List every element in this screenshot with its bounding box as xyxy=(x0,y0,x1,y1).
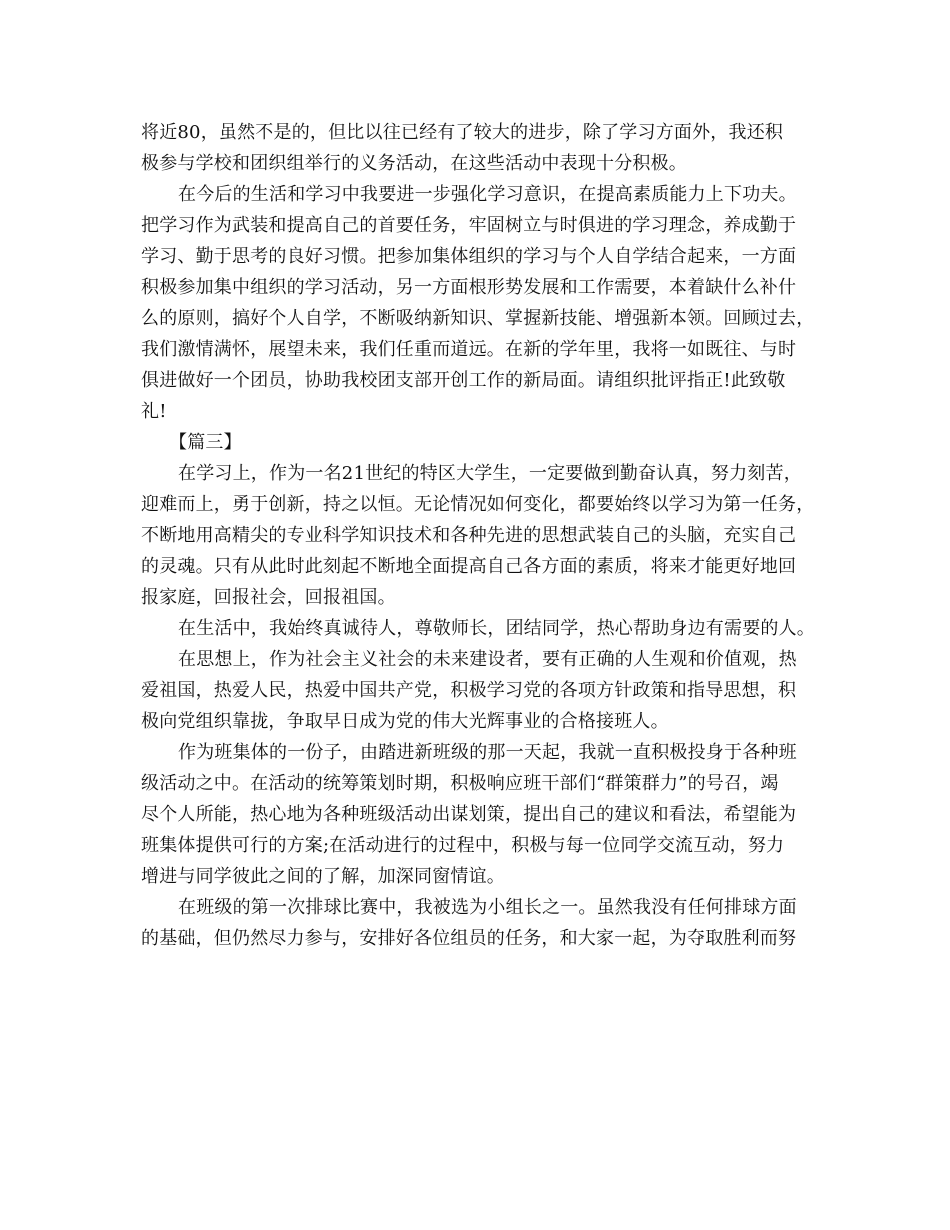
text-line: 的基础，但仍然尽力参与，安排好各位组员的任务，和大家一起，为夺取胜利而努 xyxy=(141,928,797,949)
text-line: 在班级的第一次排球比赛中，我被选为小组长之一。虽然我没有任何排球方面 xyxy=(178,897,797,918)
text-line: 级活动之中。在活动的统筹策划时期，积极响应班干部们“群策群力”的号召，竭 xyxy=(141,773,779,794)
text-line: 报家庭，回报社会，回报祖国。 xyxy=(141,587,396,608)
text-line: 积极参加集中组织的学习活动，另一方面根形势发展和工作需要，本着缺什么补什 xyxy=(141,277,797,298)
text-line: 尽个人所能，热心地为各种班级活动出谋划策，提出自己的建议和看法，希望能为 xyxy=(141,804,797,825)
text-line: 极向党组织靠拢，争取早日成为党的伟大光辉事业的合格接班人。 xyxy=(141,711,669,732)
text-line: 爱祖国，热爱人民，热爱中国共产党，积极学习党的各项方针政策和指导思想，积 xyxy=(141,680,797,701)
text-line: 的灵魂。只有从此时此刻起不断地全面提高自己各方面的素质，将来才能更好地回 xyxy=(141,556,797,577)
text-line: 学习、勤于思考的良好习惯。把参加集体组织的学习与个人自学结合起来，一方面 xyxy=(141,246,797,267)
text-line: 在学习上，作为一名21世纪的特区大学生，一定要做到勤奋认真，努力刻苦， xyxy=(178,463,802,484)
text-line: 俱进做好一个团员，协助我校团支部开创工作的新局面。请组织批评指正!此致敬 xyxy=(141,370,786,391)
document-body xyxy=(141,117,841,954)
text-line: 将近80，虽然不是的，但比以往已经有了较大的进步，除了学习方面外，我还积 xyxy=(141,122,784,143)
text-line: 迎难而上，勇于创新，持之以恒。无论情况如何变化，都要始终以学习为第一任务， xyxy=(141,494,815,515)
text-line: 在今后的生活和学习中我要进一步强化学习意识，在提高素质能力上下功夫。 xyxy=(178,184,797,205)
text-line: 我们激情满怀，展望未来，我们任重而道远。在新的学年里，我将一如既往、与时 xyxy=(141,339,797,360)
section-heading: 【篇三】 xyxy=(169,432,242,453)
text-line: 不断地用高精尖的专业科学知识技术和各种先进的思想武装自己的头脑，充实自己 xyxy=(141,525,797,546)
text-line: 作为班集体的一份子，由踏进新班级的那一天起，我就一直积极投身于各种班 xyxy=(178,742,797,763)
text-line: 么的原则，搞好个人自学，不断吸纳新知识、掌握新技能、增强新本领。回顾过去， xyxy=(141,308,815,329)
text-line: 在生活中，我始终真诚待人，尊敬师长，团结同学，热心帮助身边有需要的人。 xyxy=(178,618,815,639)
text-line: 在思想上，作为社会主义社会的未来建设者，要有正确的人生观和价值观，热 xyxy=(178,649,797,670)
text-line: 增进与同学彼此之间的了解，加深同窗情谊。 xyxy=(141,866,505,887)
text-line: 把学习作为武装和提高自己的首要任务，牢固树立与时俱进的学习理念，养成勤于 xyxy=(141,215,797,236)
text-line: 礼! xyxy=(141,401,167,422)
text-line: 班集体提供可行的方案;在活动进行的过程中，积极与每一位同学交流互动，努力 xyxy=(141,835,785,856)
text-line: 极参与学校和团织组举行的义务活动，在这些活动中表现十分积极。 xyxy=(141,153,687,174)
